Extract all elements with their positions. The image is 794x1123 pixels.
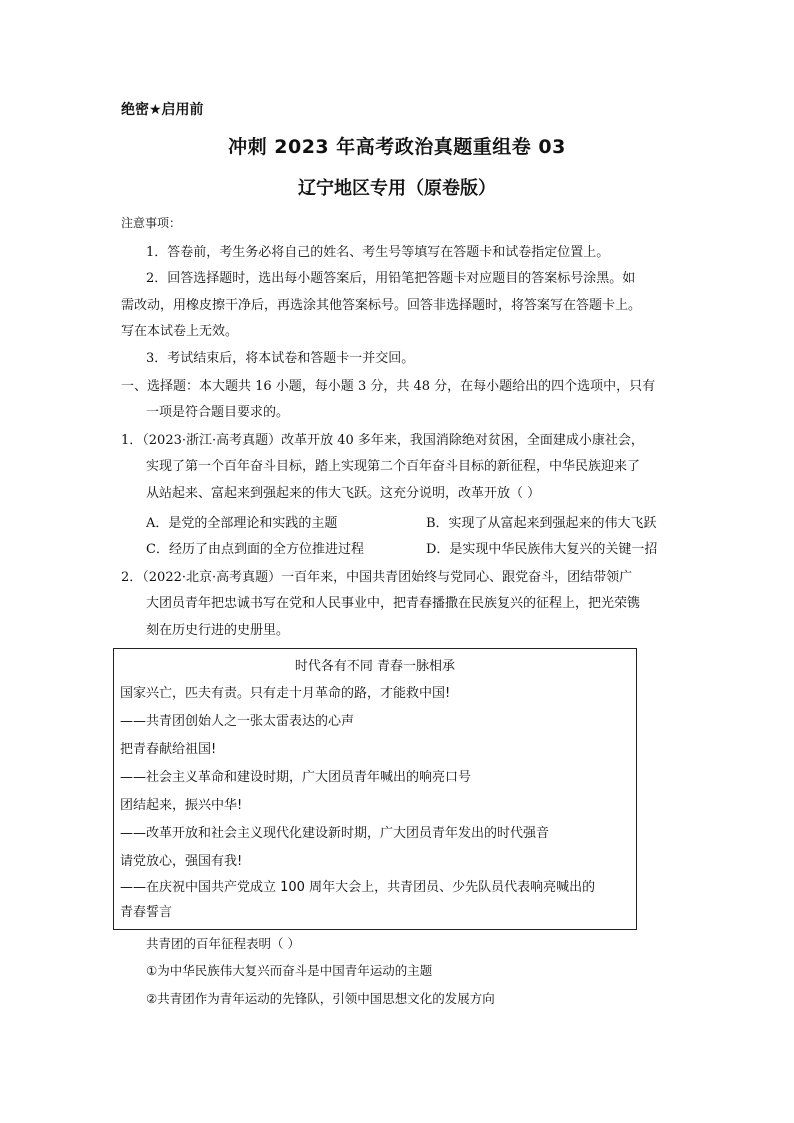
material-line-4: ——社会主义革命和建设时期，广大团员青年喊出的响亮口号 bbox=[120, 770, 472, 785]
q1-option-c: C．经历了由点到面的全方位推进过程 bbox=[146, 542, 364, 557]
q2-stem: 共青团的百年征程表明（ ） bbox=[146, 936, 300, 951]
note-line-2: 2．回答选择题时，选出每小题答案后，用铅笔把答题卡对应题目的答案标号涂黑。如 bbox=[146, 271, 636, 286]
material-line-8: ——在庆祝中国共产党成立 100 周年大会上，共青团员、少先队员代表响亮喊出的 bbox=[120, 880, 596, 895]
q2-item-2: ②共青团作为青年运动的先锋队，引领中国思想文化的发展方向 bbox=[146, 991, 495, 1006]
section1-line-2: 一项是符合题目要求的。 bbox=[146, 405, 290, 420]
q2-line-3: 刻在历史行进的史册里。 bbox=[146, 623, 290, 638]
material-line-2: ——共青团创始人之一张太雷表达的心声 bbox=[120, 714, 355, 729]
section1-line-1: 一、选择题：本大题共 16 小题，每小题 3 分，共 48 分，在每小题给出的四个选项中，只有 bbox=[121, 379, 656, 394]
note-line-3: 需改动，用橡皮擦干净后，再选涂其他答案标号。回答非选择题时，将答案写在答题卡上。 bbox=[121, 298, 642, 313]
material-line-3: 把青春献给祖国! bbox=[120, 742, 217, 757]
note-line-4: 写在本试卷上无效。 bbox=[121, 324, 239, 339]
q1-line-3: 从站起来、富起来到强起来的伟大飞跃。这充分说明，改革开放（ ） bbox=[146, 486, 541, 501]
material-line-9: 青春誓言 bbox=[120, 905, 173, 920]
q1-option-a: A．是党的全部理论和实践的主题 bbox=[146, 516, 338, 531]
material-line-5: 团结起来，振兴中华! bbox=[120, 798, 243, 813]
page-title: 冲刺 2023 年高考政治真题重组卷 03 bbox=[228, 136, 566, 158]
q2-line-2: 大团员青年把忠诚书写在党和人民事业中，把青春播撒在民族复兴的征程上，把光荣镌 bbox=[146, 596, 641, 611]
secret-label: 绝密★启用前 bbox=[121, 102, 204, 118]
material-line-1: 国家兴亡，匹夫有责。只有走十月革命的路，才能救中国! bbox=[120, 686, 451, 701]
material-box bbox=[113, 648, 637, 930]
material-title: 时代各有不同 青春一脉相承 bbox=[294, 659, 456, 674]
q1-line-1: 1．（2023·浙江·高考真题）改革开放 40 多年来，我国消除绝对贫困，全面建成小康社会， bbox=[121, 433, 644, 448]
q1-option-b: B．实现了从富起来到强起来的伟大飞跃 bbox=[426, 516, 657, 531]
note-line-5: 3．考试结束后，将本试卷和答题卡一并交回。 bbox=[146, 351, 415, 366]
material-line-7: 请党放心，强国有我! bbox=[120, 854, 243, 869]
note-line-1: 1．答卷前，考生务必将自己的姓名、考生号等填写在答题卡和试卷指定位置上。 bbox=[146, 245, 610, 260]
notes-heading: 注意事项： bbox=[121, 216, 182, 230]
q1-line-2: 实现了第一个百年奋斗目标，踏上实现第二个百年奋斗目标的新征程，中华民族迎来了 bbox=[146, 459, 641, 474]
material-line-6: ——改革开放和社会主义现代化建设新时期，广大团员青年发出的时代强音 bbox=[120, 826, 550, 841]
page-subtitle: 辽宁地区专用（原卷版） bbox=[298, 178, 496, 199]
q2-line-1: 2．（2022·北京·高考真题）一百年来，中国共青团始终与党同心、跟党奋斗，团结带领广 bbox=[121, 570, 633, 585]
q1-option-d: D．是实现中华民族伟大复兴的关键一招 bbox=[426, 542, 658, 557]
q2-item-1: ①为中华民族伟大复兴而奋斗是中国青年运动的主题 bbox=[146, 963, 433, 978]
